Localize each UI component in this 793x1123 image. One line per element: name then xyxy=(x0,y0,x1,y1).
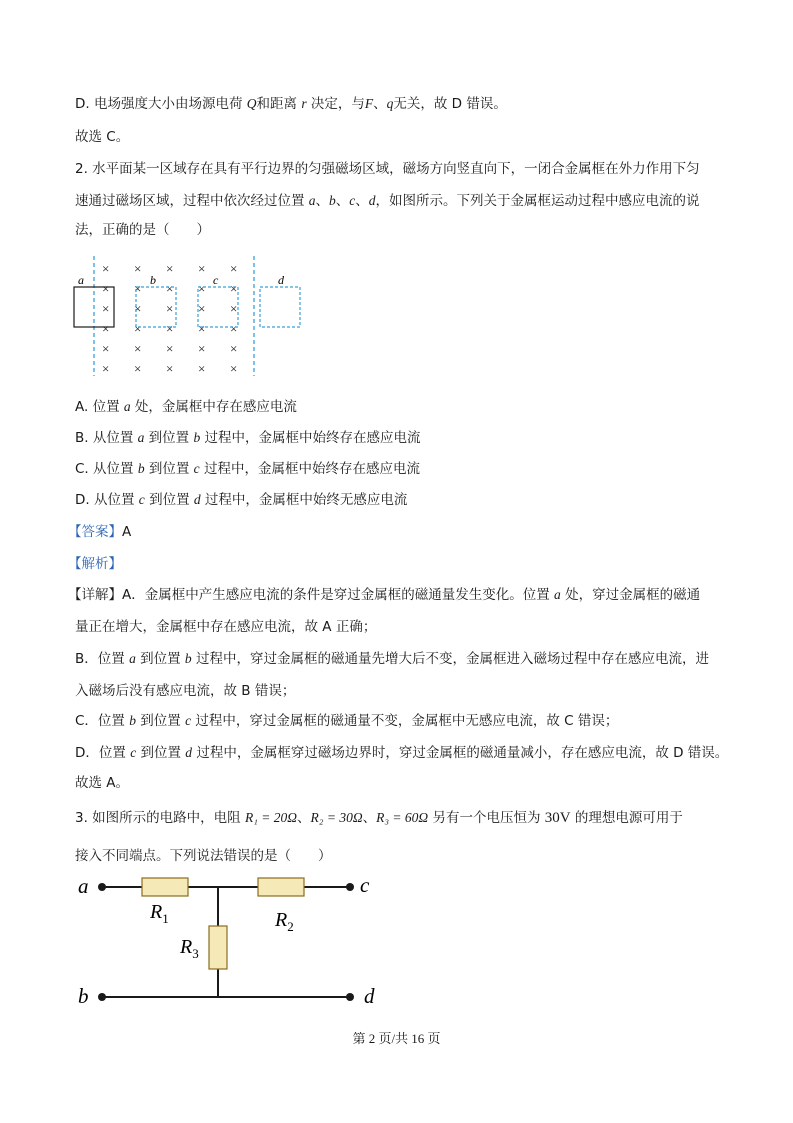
q3-stem-line2: 接入不同端点。下列说法错误的是（ ） xyxy=(75,848,332,864)
field-cross: × xyxy=(102,321,110,336)
terminal-d-dot xyxy=(346,993,354,1001)
terminal-c-label: c xyxy=(360,873,370,897)
terminal-a-dot xyxy=(98,883,106,891)
terminal-a-label: a xyxy=(78,874,89,898)
label-a: a xyxy=(78,273,84,287)
field-cross: × xyxy=(134,281,142,296)
field-cross: × xyxy=(230,341,238,356)
q2-option-d: D. 从位置 c 到位置 d 过程中，金属框中始终无感应电流 xyxy=(75,492,408,508)
magnetic-field-figure xyxy=(66,252,316,382)
field-cross: × xyxy=(102,281,110,296)
r2-label: $R_2$ xyxy=(275,909,294,934)
field-cross: × xyxy=(166,361,174,376)
field-cross: × xyxy=(166,301,174,316)
label-c: c xyxy=(213,273,219,287)
q2-detail-line4: 入磁场后没有感应电流，故 B 错误； xyxy=(75,683,296,699)
field-cross: × xyxy=(230,321,238,336)
resistor-r2 xyxy=(258,878,304,896)
field-cross: × xyxy=(198,261,206,276)
q2-detail-line2: 量正在增大，金属框中存在感应电流，故 A 正确； xyxy=(75,619,377,635)
prev-answer-line-d: D. 电场强度大小由场源电荷 Q和距离 r 决定，与F、q无关，故 D 错误。 xyxy=(75,96,507,112)
q2-detail-line1: 【详解】A．金属框中产生感应电流的条件是穿过金属框的磁通量发生变化。位置 a 处，穿过金属框的磁通 xyxy=(68,587,701,603)
page-footer: 第 2 页/共 16 页 xyxy=(352,1031,441,1046)
q2-option-c: C. 从位置 b 到位置 c 过程中，金属框中始终存在感应电流 xyxy=(75,461,420,477)
field-cross: × xyxy=(166,281,174,296)
circuit-diagram xyxy=(70,868,390,1013)
field-cross: × xyxy=(166,321,174,336)
q2-detail-line3: B．位置 a 到位置 b 过程中，穿过金属框的磁通量先增大后不变，金属框进入磁场过程中存在感应电流，进 xyxy=(75,651,709,667)
field-cross: × xyxy=(134,261,142,276)
field-cross: × xyxy=(230,361,238,376)
field-cross: × xyxy=(134,301,142,316)
field-cross: × xyxy=(134,361,142,376)
q2-stem-line2: 速通过磁场区域，过程中依次经过位置 a、b、c、d，如图所示。下列关于金属框运动过程中感应电流的说 xyxy=(75,193,700,209)
q2-answer: 【答案】A xyxy=(68,524,132,540)
q2-detail-line5: C．位置 b 到位置 c 过程中，穿过金属框的磁通量不变，金属框中无感应电流，故 C 错误； xyxy=(75,713,619,729)
q2-option-a: A. 位置 a 处，金属框中存在感应电流 xyxy=(75,399,297,415)
terminal-c-dot xyxy=(346,883,354,891)
field-cross: × xyxy=(230,301,238,316)
field-cross: × xyxy=(198,341,206,356)
terminal-b-dot xyxy=(98,993,106,1001)
q2-analysis-tag: 【解析】 xyxy=(68,556,122,572)
terminal-d-label: d xyxy=(364,984,375,1008)
field-cross: × xyxy=(230,281,238,296)
field-cross: × xyxy=(198,301,206,316)
field-cross: × xyxy=(230,261,238,276)
label-b: b xyxy=(150,273,156,287)
resistor-r3 xyxy=(209,926,227,969)
q2-option-b: B. 从位置 a 到位置 b 过程中，金属框中始终存在感应电流 xyxy=(75,430,421,446)
resistor-r1 xyxy=(142,878,188,896)
q2-conclusion: 故选 A。 xyxy=(75,775,130,791)
r3-label: $R_3$ xyxy=(180,936,199,961)
prev-conclusion: 故选 C。 xyxy=(75,129,130,145)
q2-stem-line1: 2. 水平面某一区域存在具有平行边界的匀强磁场区域，磁场方向竖直向下，一闭合金属框在外力作用下匀 xyxy=(75,161,700,177)
field-cross: × xyxy=(102,301,110,316)
field-cross: × xyxy=(198,281,206,296)
field-cross: × xyxy=(166,261,174,276)
frame-position-d xyxy=(260,287,300,327)
field-cross: × xyxy=(166,341,174,356)
label-d: d xyxy=(278,273,284,287)
field-cross: × xyxy=(102,341,110,356)
field-cross: × xyxy=(102,361,110,376)
q2-detail-line6: D．位置 c 到位置 d 过程中，金属框穿过磁场边界时，穿过金属框的磁通量减小，存在感应电流，故 D 错误。 xyxy=(75,745,729,761)
field-cross: × xyxy=(198,361,206,376)
field-cross: × xyxy=(134,321,142,336)
q2-stem-line3: 法，正确的是（ ） xyxy=(75,222,210,238)
field-cross: × xyxy=(134,341,142,356)
terminal-b-label: b xyxy=(78,984,89,1008)
q3-stem-line1: 3. 如图所示的电路中，电阻 R₁ = 20Ω、R₂ = 30Ω、R₃ = 60Ω 另有一个电压恒为 30V 的理想电源可用于 xyxy=(75,810,683,826)
field-cross: × xyxy=(102,261,110,276)
field-cross: × xyxy=(198,321,206,336)
r1-label: $R_1$ xyxy=(150,901,169,926)
